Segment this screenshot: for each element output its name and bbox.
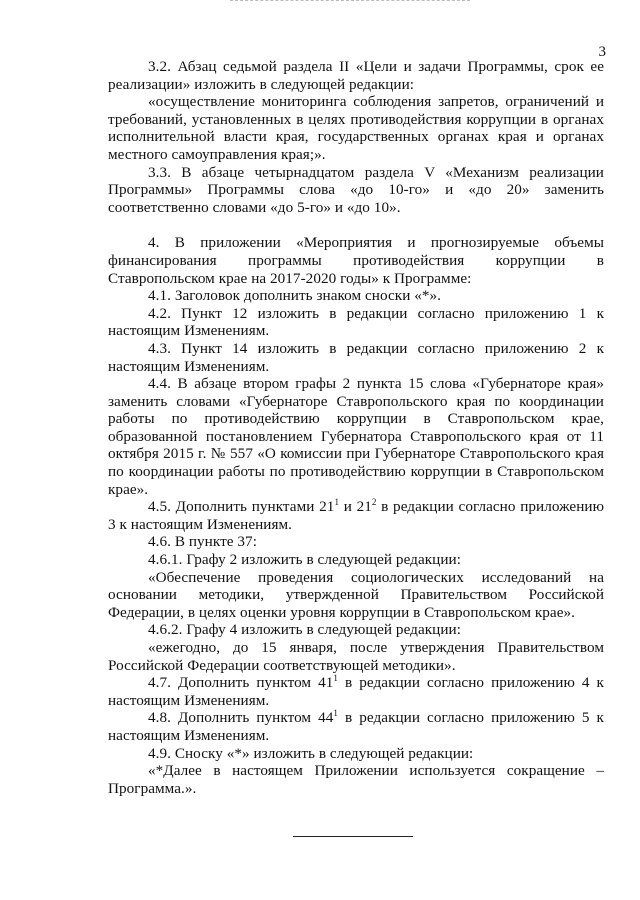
paragraph-4-5: 4.5. Дополнить пунктами $21^1$ и $21^2$ в редакции согласно приложению 3 к настоящим Изменениям.	[108, 497, 604, 533]
paragraph-4-6-2: 4.6.2. Графу 4 изложить в следующей редакции:	[148, 621, 461, 639]
scan-top-edge	[230, 0, 470, 2]
paragraph-4-8: 4.8. Дополнить пунктом $44^1$ в редакции согласно приложению 5 к настоящим Изменениям.	[108, 708, 604, 744]
paragraph-4-3: 4.3. Пункт 14 изложить в редакции согласно приложению 2 к настоящим Изменениям.	[108, 339, 604, 375]
paragraph-4-6-1: 4.6.1. Графу 2 изложить в следующей редакции:	[148, 551, 461, 569]
paragraph-4: 4. В приложении «Мероприятия и прогнозируемые объемы финансирования программы противодействия коррупции в Ставропольском крае на 2017-2020 годы» к Программе:	[108, 234, 604, 287]
paragraph-4-4: 4.4. В абзаце втором графы 2 пункта 15 слова «Губернаторе края» заменить словами «Губернаторе Ставропольского края по координации работы по противодействию коррупции в Ставропольском крае, образованной постановлением Губернатора Ставропольского края от 11 октября 2015 г. № 557 «О комиссии при Губернаторе Ставропольского края по координации работы по противодействию коррупции в Ставропольском крае».	[108, 375, 604, 498]
paragraph-3-2-quote: «осуществление мониторинга соблюдения запретов, ограничений и требований, установленных в целях противодействия коррупции в органах исполнительной власти края, государственных органах края и органах местного самоуправления края;».	[108, 93, 604, 163]
document-body	[108, 58, 604, 797]
paragraph-4-9-quote: «*Далее в настоящем Приложении используется сокращение – Программа.».	[108, 762, 604, 797]
paragraph-3-3: 3.3. В абзаце четырнадцатом раздела V «Механизм реализации Программы» Программы слова «до 10-го» и «до 20» заменить соответственно словами «до 5-го» и «до 10».	[108, 163, 604, 216]
paragraph-4-7: 4.7. Дополнить пунктом $41^1$ в редакции согласно приложению 4 к настоящим Изменениям.	[108, 673, 604, 709]
paragraph-4-6: 4.6. В пункте 37:	[148, 533, 257, 551]
paragraph-3-2: 3.2. Абзац седьмой раздела II «Цели и задачи Программы, срок ее реализации» изложить в следующей редакции:	[108, 58, 604, 93]
paragraph-4-9: 4.9. Сноску «*» изложить в следующей редакции:	[148, 744, 474, 762]
page-number: 3	[598, 44, 606, 60]
end-rule	[293, 836, 413, 837]
paragraph-4-1: 4.1. Заголовок дополнить знаком сноски «*».	[148, 287, 442, 305]
paragraph-4-2: 4.2. Пункт 12 изложить в редакции согласно приложению 1 к настоящим Изменениям.	[108, 304, 604, 340]
paragraph-4-6-1-quote: «Обеспечение проведения социологических исследований на основании методики, утвержденной Правительством Российской Федерации, в целях оценки уровня коррупции в Ставропольском крае».	[108, 568, 604, 621]
paragraph-4-6-2-quote: «ежегодно, до 15 января, после утверждения Правительством Российской Федерации соответствующей методики».	[108, 639, 604, 674]
